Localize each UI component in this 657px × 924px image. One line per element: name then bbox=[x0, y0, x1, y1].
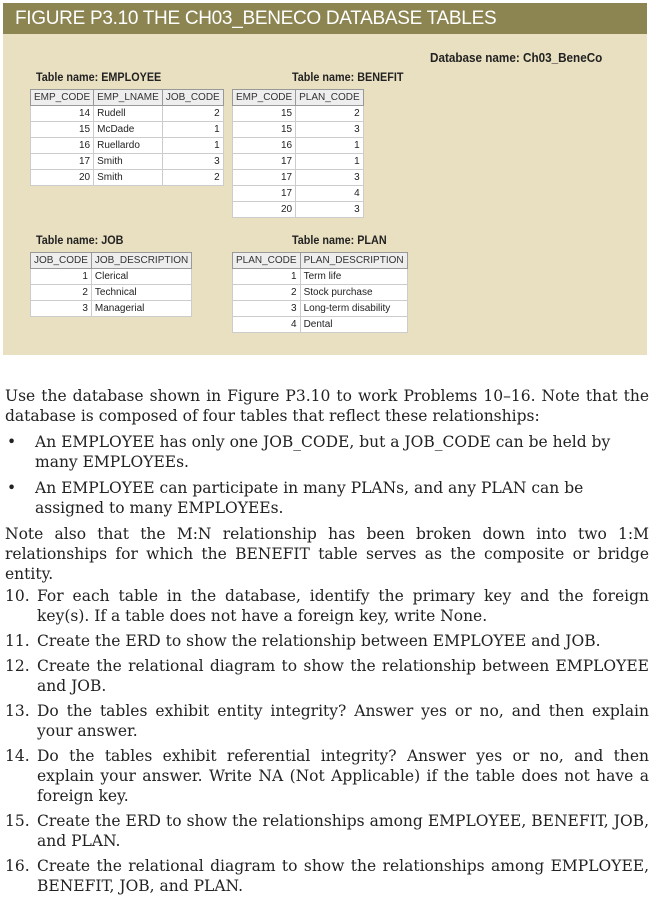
table-cell: Stock purchase bbox=[300, 285, 407, 301]
table-cell: 1 bbox=[31, 269, 92, 285]
table-cell: 2 bbox=[162, 170, 223, 186]
table-row bbox=[233, 170, 364, 186]
table-cell: Long-term disability bbox=[300, 301, 407, 317]
benefit-table-label: Table name: BENEFIT bbox=[292, 70, 404, 84]
question-text: For each table in the database, identify the primary key and the foreign key(s). If a table does not have a foreign key, write None. bbox=[37, 587, 649, 625]
table-cell: 15 bbox=[31, 122, 94, 138]
table-cell: McDade bbox=[94, 122, 163, 138]
question-number: 13. bbox=[5, 702, 30, 720]
question-text: Do the tables exhibit entity integrity? Answer yes or no, and then explain your answer. bbox=[37, 702, 649, 740]
database-name: Database name: Ch03_BeneCo bbox=[430, 50, 603, 65]
table-cell: 3 bbox=[31, 301, 92, 317]
question-number: 11. bbox=[5, 632, 30, 650]
table-row bbox=[31, 138, 224, 154]
table-cell: Term life bbox=[300, 269, 407, 285]
table-row bbox=[233, 317, 408, 333]
table-row bbox=[233, 154, 364, 170]
table-cell: Smith bbox=[94, 154, 163, 170]
table-row bbox=[31, 301, 192, 317]
table-cell: 3 bbox=[296, 202, 364, 218]
table-row bbox=[233, 202, 364, 218]
figure-title: FIGURE P3.10 THE CH03_BENECO DATABASE TABLES bbox=[3, 3, 647, 34]
table-row bbox=[31, 285, 192, 301]
question-text: Create the relational diagram to show the relationship between EMPLOYEE and JOB. bbox=[37, 657, 649, 695]
column-header: EMP_CODE bbox=[31, 90, 94, 106]
table-row bbox=[31, 154, 224, 170]
figure-p3-10 bbox=[3, 3, 647, 355]
table-cell: 1 bbox=[162, 138, 223, 154]
table-row bbox=[233, 138, 364, 154]
table-cell: 17 bbox=[233, 154, 296, 170]
table-row bbox=[31, 269, 192, 285]
table-cell: Ruellardo bbox=[94, 138, 163, 154]
question-number: 14. bbox=[5, 747, 30, 765]
table-cell: 1 bbox=[233, 269, 301, 285]
table-cell: 3 bbox=[162, 154, 223, 170]
column-header: JOB_CODE bbox=[31, 253, 92, 269]
table-row bbox=[31, 122, 224, 138]
bullet-text: An EMPLOYEE can participate in many PLANs, and any PLAN can be assigned to many EMPLOYEEs. bbox=[35, 479, 584, 517]
question-item bbox=[5, 811, 649, 851]
table-row bbox=[233, 269, 408, 285]
problem-text bbox=[5, 386, 649, 901]
table-row bbox=[233, 301, 408, 317]
table-cell: 15 bbox=[233, 122, 296, 138]
table-cell: 2 bbox=[296, 106, 364, 122]
table-cell: 3 bbox=[233, 301, 301, 317]
bullet-text: An EMPLOYEE has only one JOB_CODE, but a JOB_CODE can be held by many EMPLOYEEs. bbox=[35, 433, 611, 471]
table-cell: 1 bbox=[296, 154, 364, 170]
note-paragraph: Note also that the M:N relationship has been broken down into two 1:M relationships for which the BENEFIT table serves as the composite or bridge entity. bbox=[5, 525, 649, 583]
table-cell: 20 bbox=[233, 202, 296, 218]
table-cell: Dental bbox=[300, 317, 407, 333]
table-cell: 20 bbox=[31, 170, 94, 186]
table-cell: Managerial bbox=[91, 301, 191, 317]
bullet-item: • An EMPLOYEE has only one JOB_CODE, but a JOB_CODE can be held by many EMPLOYEEs. bbox=[7, 433, 611, 471]
table-cell: 16 bbox=[233, 138, 296, 154]
column-header: PLAN_DESCRIPTION bbox=[300, 253, 407, 269]
table-cell: 3 bbox=[296, 122, 364, 138]
table-cell: Technical bbox=[91, 285, 191, 301]
bullet-item: • An EMPLOYEE can participate in many PLANs, and any PLAN can be assigned to many EMPLOYEEs. bbox=[7, 479, 584, 517]
question-item bbox=[5, 701, 649, 741]
question-item bbox=[5, 656, 649, 696]
intro-paragraph: Use the database shown in Figure P3.10 to work Problems 10–16. Note that the database is composed of four tables that reflect these relationships: bbox=[5, 387, 649, 425]
table-cell: 4 bbox=[233, 317, 301, 333]
column-header: PLAN_CODE bbox=[233, 253, 301, 269]
question-number: 10. bbox=[5, 587, 30, 605]
table-row bbox=[31, 106, 224, 122]
question-number: 16. bbox=[5, 857, 30, 875]
table-row bbox=[31, 170, 224, 186]
table-cell: 17 bbox=[233, 170, 296, 186]
table-cell: Rudell bbox=[94, 106, 163, 122]
table-cell: 17 bbox=[233, 186, 296, 202]
header-row bbox=[233, 253, 408, 269]
question-item bbox=[5, 856, 649, 896]
table-cell: 3 bbox=[296, 170, 364, 186]
table-cell: 2 bbox=[31, 285, 92, 301]
question-item bbox=[5, 746, 649, 806]
table-cell: 2 bbox=[233, 285, 301, 301]
table-row bbox=[233, 186, 364, 202]
benefit-table bbox=[232, 89, 364, 218]
question-text: Do the tables exhibit referential integrity? Answer yes or no, and then explain your answer. Write NA (Not Applicable) if the table does not have a foreign key. bbox=[37, 747, 649, 805]
question-text: Create the ERD to show the relationships among EMPLOYEE, BENEFIT, JOB, and PLAN. bbox=[37, 812, 649, 850]
table-cell: 1 bbox=[162, 122, 223, 138]
column-header: PLAN_CODE bbox=[296, 90, 364, 106]
column-header: JOB_CODE bbox=[162, 90, 223, 106]
question-item bbox=[5, 586, 649, 626]
table-cell: 1 bbox=[296, 138, 364, 154]
employee-table-label: Table name: EMPLOYEE bbox=[36, 70, 162, 84]
question-text: Create the relational diagram to show the relationships among EMPLOYEE, BENEFIT, JOB, and PLAN. bbox=[37, 857, 649, 895]
table-cell: 15 bbox=[233, 106, 296, 122]
employee-table bbox=[30, 89, 224, 186]
column-header: EMP_LNAME bbox=[94, 90, 163, 106]
job-table bbox=[30, 252, 192, 317]
table-cell: 4 bbox=[296, 186, 364, 202]
job-table-label: Table name: JOB bbox=[36, 233, 124, 247]
question-number: 12. bbox=[5, 657, 30, 675]
header-row bbox=[31, 253, 192, 269]
table-row bbox=[233, 285, 408, 301]
column-header: JOB_DESCRIPTION bbox=[91, 253, 191, 269]
header-row bbox=[233, 90, 364, 106]
table-cell: Clerical bbox=[91, 269, 191, 285]
question-item bbox=[5, 631, 649, 651]
header-row bbox=[31, 90, 224, 106]
table-row bbox=[233, 106, 364, 122]
table-cell: 16 bbox=[31, 138, 94, 154]
plan-table-label: Table name: PLAN bbox=[292, 233, 387, 247]
table-cell: 14 bbox=[31, 106, 94, 122]
table-cell: Smith bbox=[94, 170, 163, 186]
question-text: Create the ERD to show the relationship between EMPLOYEE and JOB. bbox=[37, 632, 601, 650]
column-header: EMP_CODE bbox=[233, 90, 296, 106]
question-number: 15. bbox=[5, 812, 30, 830]
table-cell: 2 bbox=[162, 106, 223, 122]
plan-table bbox=[232, 252, 408, 333]
table-cell: 17 bbox=[31, 154, 94, 170]
table-row bbox=[233, 122, 364, 138]
